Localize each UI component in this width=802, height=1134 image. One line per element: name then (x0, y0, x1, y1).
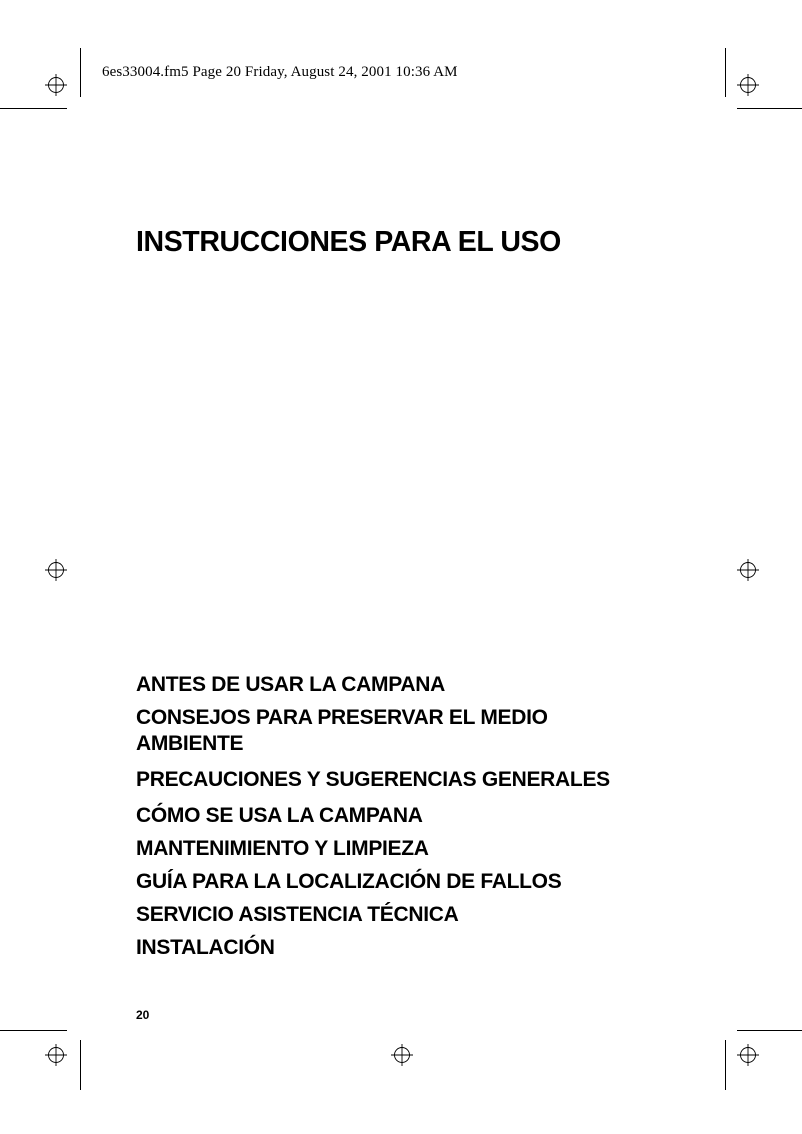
toc-item: SERVICIO ASISTENCIA TÉCNICA (136, 903, 459, 926)
registration-mark-icon (45, 74, 67, 96)
registration-mark-icon (737, 1044, 759, 1066)
registration-mark-icon (45, 1044, 67, 1066)
toc-item: ANTES DE USAR LA CAMPANA (136, 673, 445, 696)
toc-item: GUÍA PARA LA LOCALIZACIÓN DE FALLOS (136, 870, 562, 893)
toc-item: CONSEJOS PARA PRESERVAR EL MEDIO AMBIENTE (136, 706, 548, 755)
toc-item: INSTALACIÓN (136, 936, 275, 959)
print-header: 6es33004.fm5 Page 20 Friday, August 24, 2001 10:36 AM (102, 64, 458, 80)
registration-mark-icon (391, 1044, 413, 1066)
page-number: 20 (136, 1008, 150, 1022)
toc-item: CÓMO SE USA LA CAMPANA (136, 804, 423, 827)
toc-item: PRECAUCIONES Y SUGERENCIAS GENERALES (136, 768, 610, 791)
registration-mark-icon (45, 559, 67, 581)
toc-item: MANTENIMIENTO Y LIMPIEZA (136, 837, 429, 860)
registration-mark-icon (737, 74, 759, 96)
registration-mark-icon (737, 559, 759, 581)
table-of-contents (136, 672, 656, 968)
page-title: INSTRUCCIONES PARA EL USO (136, 226, 561, 258)
